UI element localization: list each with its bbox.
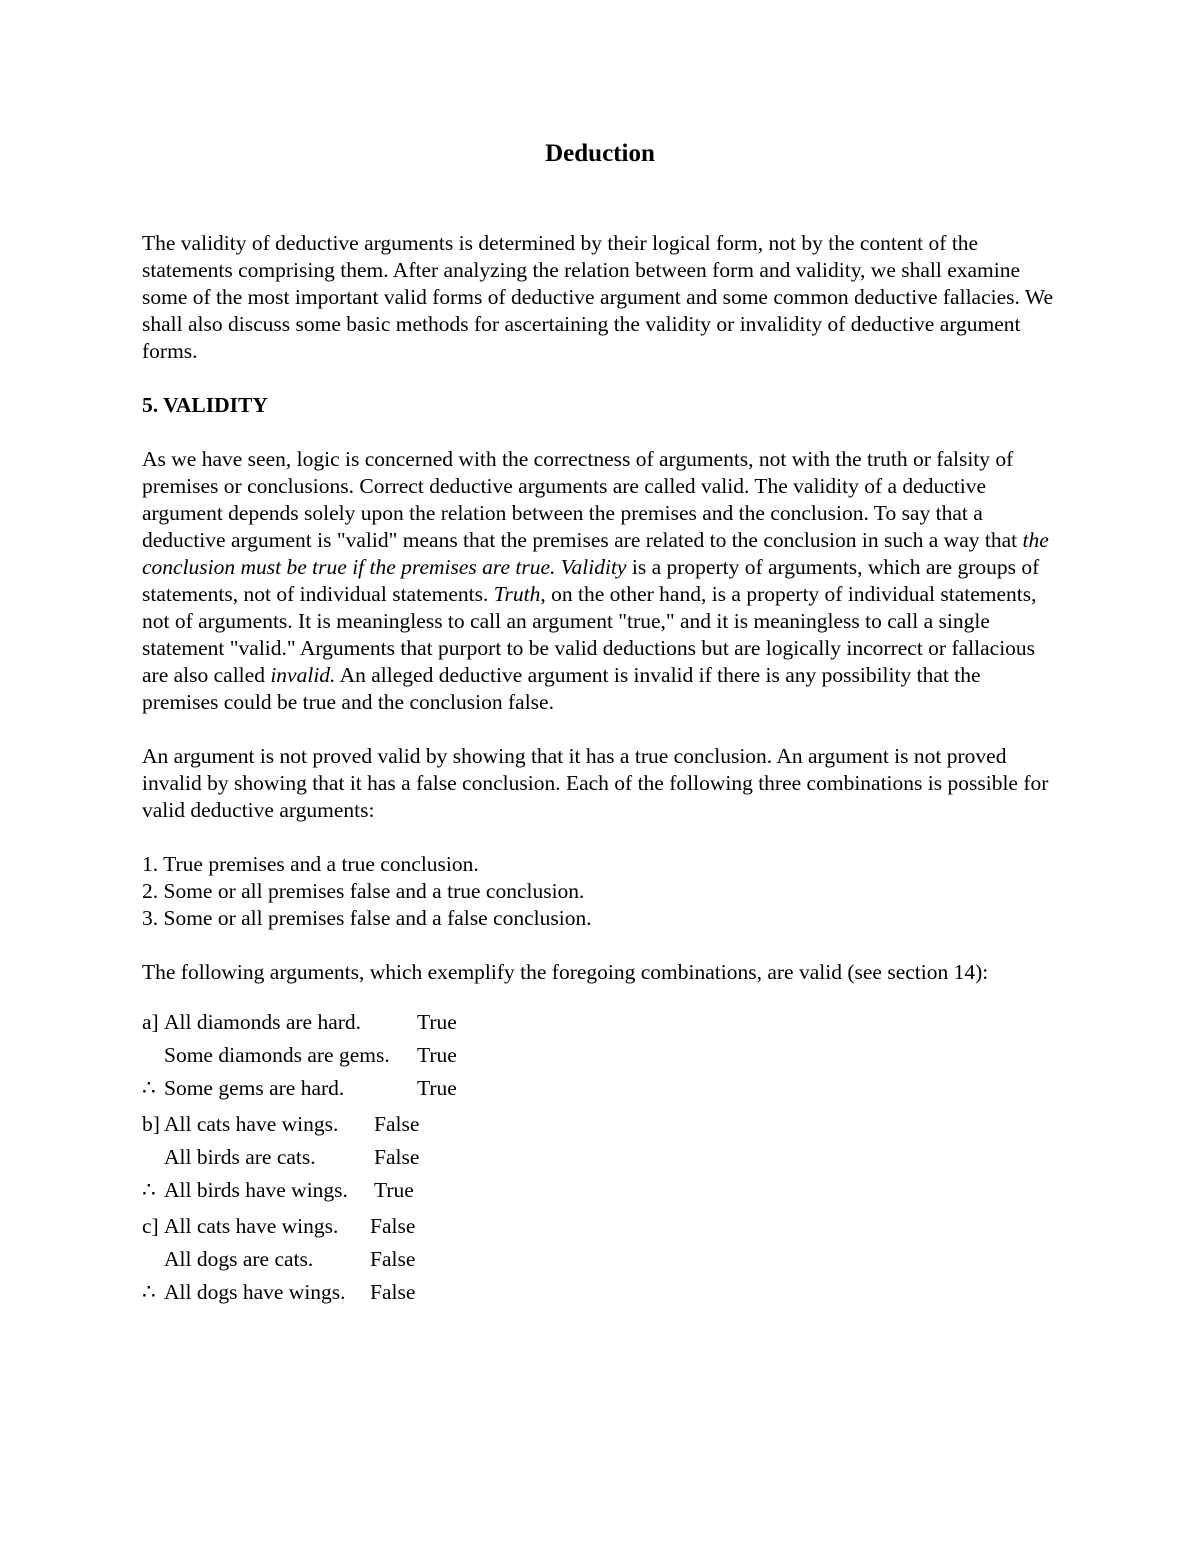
argument-statement: All birds are cats. (164, 1145, 316, 1169)
truth-value: True (417, 1043, 457, 1067)
argument-statement: All diamonds are hard. (164, 1010, 362, 1034)
argument-statement: All dogs have wings. (164, 1280, 346, 1304)
truth-value: False (374, 1112, 420, 1136)
truth-value: True (417, 1076, 457, 1100)
truth-value: False (370, 1214, 416, 1238)
argument-marker (142, 1141, 164, 1174)
argument-label: b] (142, 1112, 160, 1136)
argument-b (142, 1108, 1062, 1207)
argument-statement: All birds have wings. (164, 1178, 348, 1202)
argument-statement: Some gems are hard. (164, 1076, 345, 1100)
examples-intro-paragraph: The following arguments, which exemplify the foregoing combinations, are valid (see section 14): (142, 960, 989, 984)
combinations-list (142, 851, 1062, 932)
list-item: 1. True premises and a true conclusion. (142, 852, 479, 876)
argument-label: c] (142, 1214, 159, 1238)
validity-text-4: An alleged deductive argument is invalid if there is any possibility that the premises could be true and the conclusion false. (142, 663, 981, 714)
argument-statement: All cats have wings. (164, 1214, 339, 1238)
truth-value: False (374, 1145, 420, 1169)
argument-a (142, 1006, 1062, 1105)
therefore-icon: ∴ (142, 1076, 156, 1100)
validity-text-1: As we have seen, logic is concerned with the correctness of arguments, not with the truth or falsity of premises or conclusions. Correct deductive arguments are called valid. The validity of a deductive argument depends solely upon the relation between the premises and the conclusion. To say that a deductive argument is "valid" means that the premises are related to the conclusion in such a way that (142, 447, 1023, 552)
argument-line (142, 1006, 1062, 1039)
truth-value: False (370, 1280, 416, 1304)
truth-value: True (417, 1010, 457, 1034)
page-title: Deduction (545, 140, 655, 167)
truth-value: True (374, 1178, 414, 1202)
argument-statement: Some diamonds are gems. (164, 1043, 390, 1067)
validity-paragraph (142, 446, 1062, 716)
argument-c (142, 1210, 1062, 1309)
argument-line (142, 1243, 1062, 1276)
argument-line (142, 1108, 1062, 1141)
argument-statement: All dogs are cats. (164, 1247, 314, 1271)
argument-marker (142, 1243, 164, 1276)
argument-statement: All cats have wings. (164, 1112, 339, 1136)
therefore-icon: ∴ (142, 1280, 156, 1304)
validity-text-2: is a property of arguments, which are groups of statements, not of individual statements. (142, 555, 1040, 606)
argument-line (142, 1276, 1062, 1309)
argument-marker (142, 1039, 164, 1072)
proof-paragraph: An argument is not proved valid by showing that it has a true conclusion. An argument is not proved invalid by showing that it has a false conclusion. Each of the following three combinations is possible for valid deductive arguments: (142, 744, 1049, 822)
section-heading: 5. VALIDITY (142, 393, 268, 417)
intro-paragraph: The validity of deductive arguments is determined by their logical form, not by the content of the statements comprising them. After analyzing the relation between form and validity, we shall examine some of the most important valid forms of deductive argument and some common deductive fallacies. We shall also discuss some basic methods for ascertaining the validity or invalidity of deductive argument forms. (142, 231, 1053, 363)
validity-emphasis-2: Truth (493, 582, 541, 606)
argument-line (142, 1039, 1062, 1072)
argument-label: a] (142, 1010, 159, 1034)
list-item: 2. Some or all premises false and a true conclusion. (142, 879, 585, 903)
argument-line (142, 1210, 1062, 1243)
validity-text-3: , on the other hand, is a property of individual statements, not of arguments. It is meaningless to call an argument "true," and it is meaningless to call a single statement "valid." Arguments that purport to be valid deductions but are logically incorrect or fallacious are also called (142, 582, 1037, 687)
validity-emphasis-3: invalid. (270, 663, 336, 687)
document-body (142, 230, 1062, 1309)
argument-line (142, 1174, 1062, 1207)
validity-emphasis-1: the conclusion must be true if the premises are true. Validity (142, 528, 1049, 579)
argument-line (142, 1072, 1062, 1105)
list-item: 3. Some or all premises false and a false conclusion. (142, 906, 592, 930)
truth-value: False (370, 1247, 416, 1271)
argument-line (142, 1141, 1062, 1174)
therefore-icon: ∴ (142, 1178, 156, 1202)
